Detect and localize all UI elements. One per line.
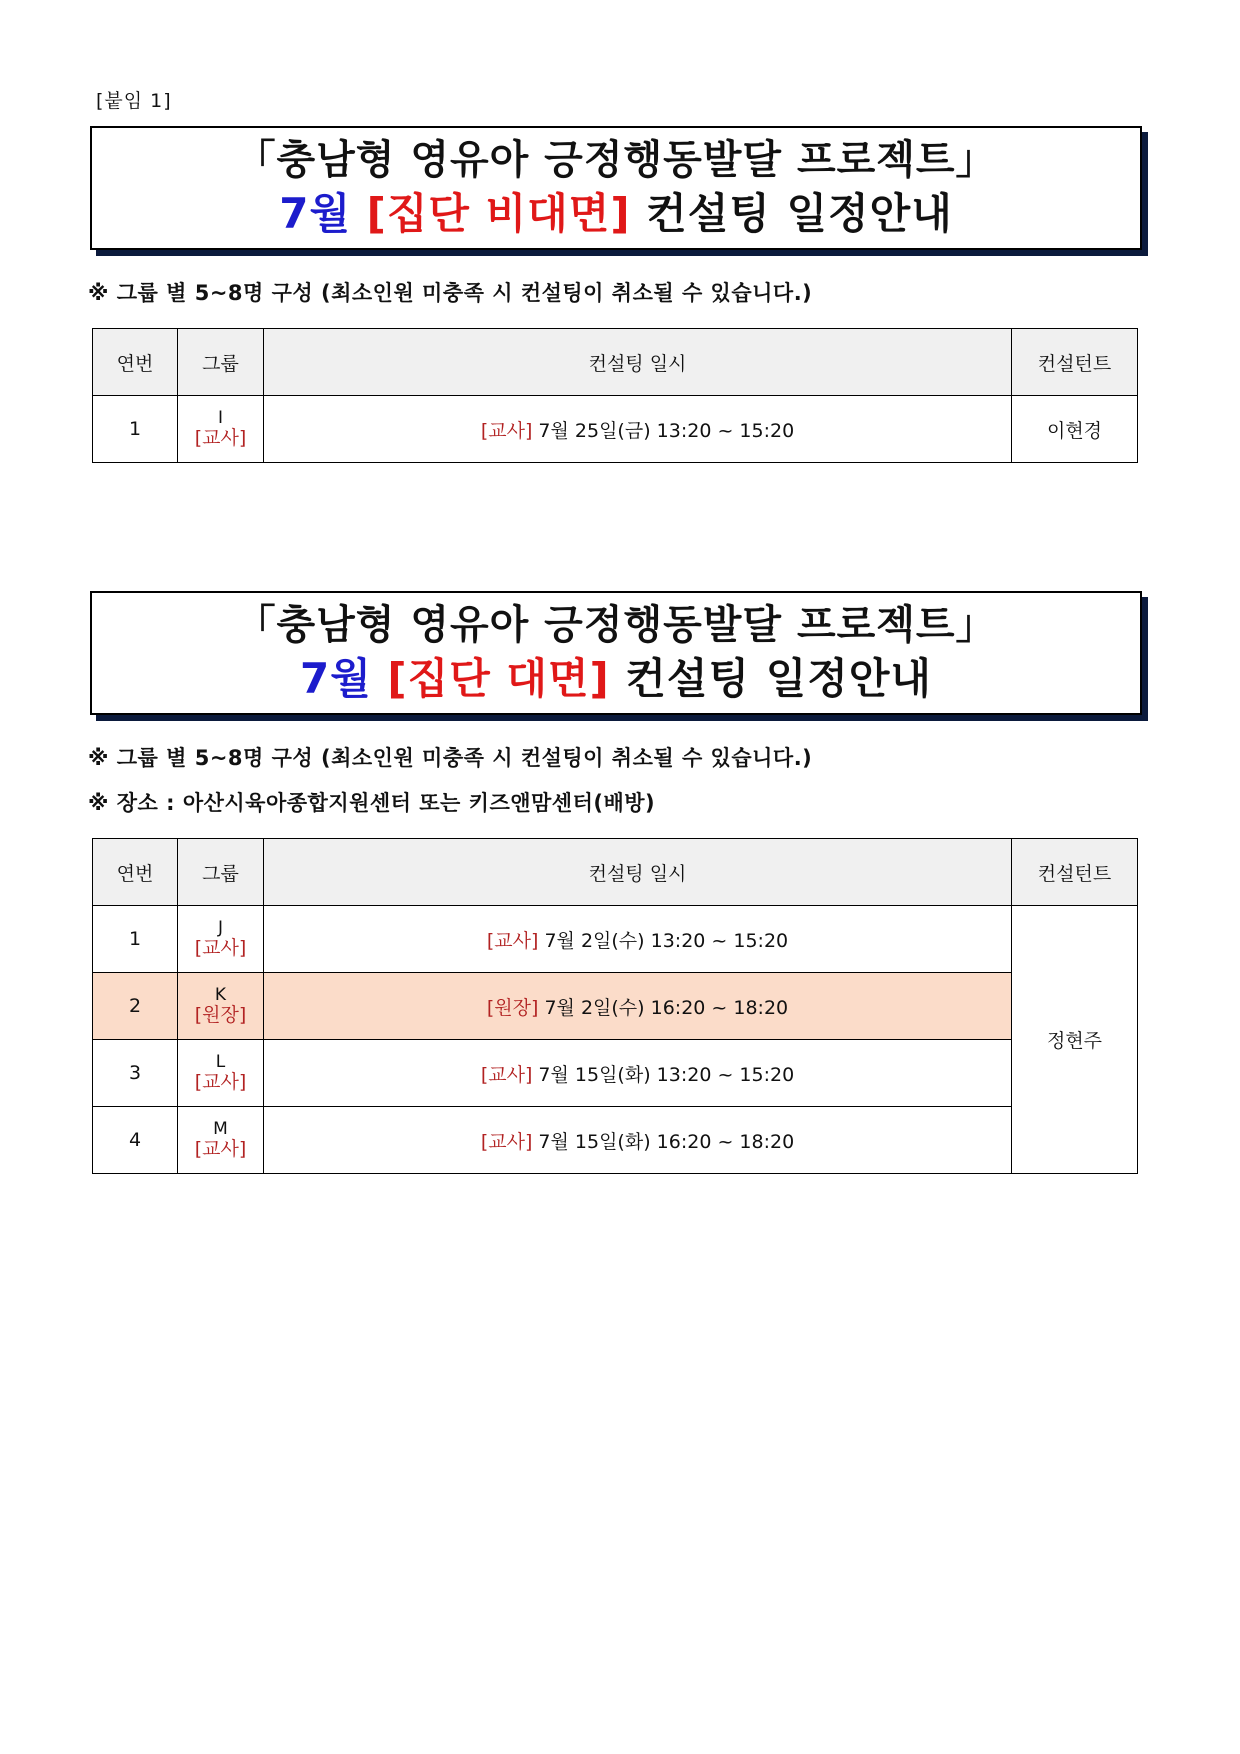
- row-group: [178, 973, 264, 1040]
- row-group: [178, 1107, 264, 1174]
- section2-title-line1: 「충남형 영유아 긍정행동발달 프로젝트」: [235, 602, 997, 648]
- section1-title-line1: 「충남형 영유아 긍정행동발달 프로젝트」: [235, 137, 997, 183]
- row-datetime: [264, 906, 1012, 973]
- section2-note-group-size: ※ 그룹 별 5~8명 구성 (최소인원 미충족 시 컨설팅이 취소될 수 있습니다.): [88, 746, 813, 770]
- header-datetime: 컨설팅 일시: [264, 329, 1012, 396]
- row-datetime: [264, 1040, 1012, 1107]
- datetime-role: [교사]: [480, 419, 533, 442]
- header-datetime: 컨설팅 일시: [264, 839, 1012, 906]
- header-consultant: 컨설턴트: [1012, 329, 1138, 396]
- datetime-role: [원장]: [486, 996, 539, 1019]
- datetime-text: 7월 2일(수) 13:20 ~ 15:20: [544, 929, 789, 952]
- group-role: [원장]: [194, 1004, 247, 1026]
- attachment-label: [붙임 1]: [96, 90, 172, 112]
- datetime-role: [교사]: [486, 929, 539, 952]
- row-group: [178, 1040, 264, 1107]
- group-role: [교사]: [194, 427, 247, 449]
- group-letter: L: [215, 1052, 226, 1072]
- row-no: 1: [93, 396, 178, 463]
- section1-note: ※ 그룹 별 5~8명 구성 (최소인원 미충족 시 컨설팅이 취소될 수 있습니다.): [88, 281, 813, 305]
- row-datetime: [264, 1107, 1012, 1174]
- header-group: 그룹: [178, 329, 264, 396]
- group-letter: K: [214, 985, 227, 1005]
- section2-title-month: 7월: [300, 654, 372, 703]
- table-row: [93, 396, 1138, 463]
- group-letter: I: [217, 408, 223, 428]
- datetime-text: 7월 25일(금) 13:20 ~ 15:20: [538, 419, 795, 442]
- section1-title-box: [90, 126, 1142, 250]
- group-role: [교사]: [194, 937, 247, 959]
- section1-title-type: [집단 비대면]: [366, 189, 631, 238]
- datetime-text: 7월 15일(화) 16:20 ~ 18:20: [538, 1130, 795, 1153]
- datetime-role: [교사]: [480, 1063, 533, 1086]
- section2-title-rest: 컨설팅 일정안내: [625, 654, 932, 703]
- row-consultant: 정현주: [1012, 906, 1138, 1174]
- row-no: 3: [93, 1040, 178, 1107]
- section2-table: [92, 838, 1138, 1174]
- section2-title-box: [90, 591, 1142, 715]
- section2-note-location: ※ 장소 : 아산시육아종합지원센터 또는 키즈앤맘센터(배방): [88, 791, 656, 815]
- header-no: 연번: [93, 839, 178, 906]
- group-role: [교사]: [194, 1138, 247, 1160]
- section1-table: [92, 328, 1138, 463]
- section2-title-line2: [92, 651, 1140, 707]
- datetime-text: 7월 2일(수) 16:20 ~ 18:20: [544, 996, 789, 1019]
- row-datetime: [264, 396, 1012, 463]
- section1-title-rest: 컨설팅 일정안내: [646, 189, 953, 238]
- row-no: 1: [93, 906, 178, 973]
- table-row: [93, 1040, 1138, 1107]
- row-no: 4: [93, 1107, 178, 1174]
- header-group: 그룹: [178, 839, 264, 906]
- group-letter: J: [217, 918, 223, 938]
- table-row: [93, 906, 1138, 973]
- table-header-row: [93, 329, 1138, 396]
- table-row: [93, 1107, 1138, 1174]
- group-role: [교사]: [194, 1071, 247, 1093]
- table-header-row: [93, 839, 1138, 906]
- row-group: [178, 906, 264, 973]
- row-no: 2: [93, 973, 178, 1040]
- datetime-text: 7월 15일(화) 13:20 ~ 15:20: [538, 1063, 795, 1086]
- section1-title-line2: [92, 186, 1140, 242]
- row-group: [178, 396, 264, 463]
- header-consultant: 컨설턴트: [1012, 839, 1138, 906]
- group-letter: M: [213, 1119, 228, 1139]
- row-consultant: 이현경: [1012, 396, 1138, 463]
- header-no: 연번: [93, 329, 178, 396]
- section2-title-type: [집단 대면]: [387, 654, 610, 703]
- row-datetime: [264, 973, 1012, 1040]
- section1-title-month: 7월: [279, 189, 352, 238]
- table-row-highlighted: [93, 973, 1138, 1040]
- datetime-role: [교사]: [480, 1130, 533, 1153]
